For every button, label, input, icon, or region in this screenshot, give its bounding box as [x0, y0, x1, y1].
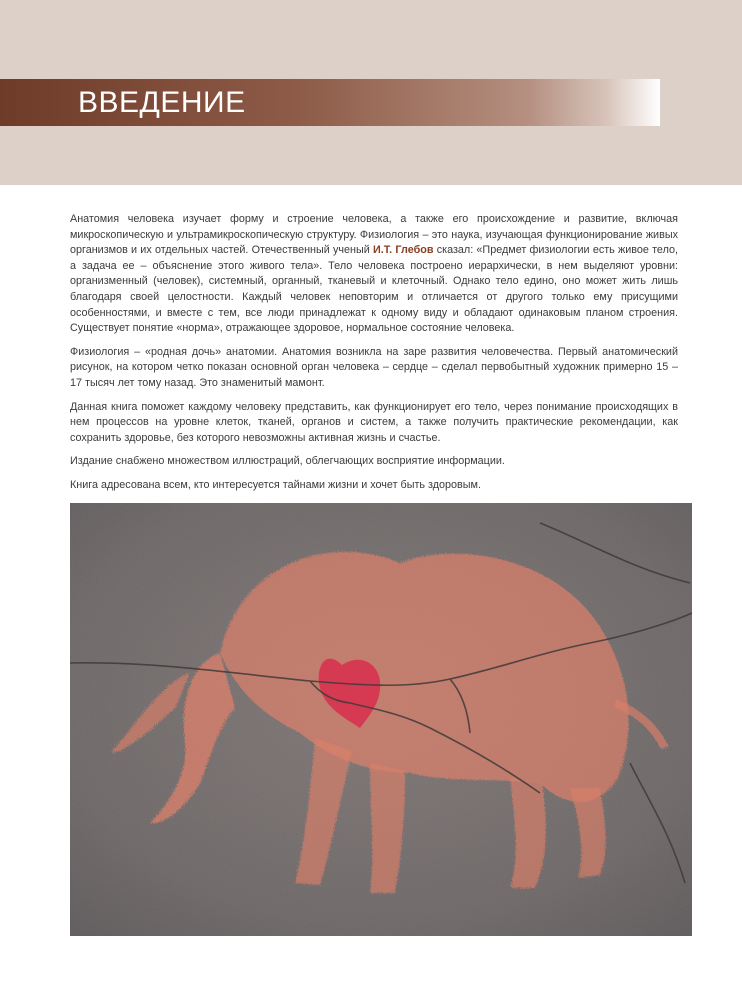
paragraph-4: Издание снабжено множеством иллюстраций, облегчающих восприятие информации.: [70, 455, 505, 468]
page-title: ВВЕДЕНИЕ: [78, 86, 246, 119]
body-text: [70, 212, 678, 502]
author-name: И.Т. Глебов: [373, 244, 434, 257]
paragraph-5: Книга адресована всем, кто интересуется тайнами жизни и хочет быть здоровым.: [70, 478, 481, 491]
paragraph-1: [70, 212, 678, 337]
paragraph-1-text-a: Анатомия человека изучает форму и строение человека, а также его происхождение и развитие, включая микроскопическую и ультрамикроскопическую структуру. Физиология – это наука, изучающая функционирование живых организмов и их отдельных частей. Отечественный ученый: [70, 213, 678, 257]
paragraph-2: Физиология – «родная дочь» анатомии. Анатомия возникла на заре развития человечества. Первый анатомический рисунок, на котором четко показан основной орган человека – сердце – сделал первобытный художник примерно 15 – 17 тысяч лет тому назад. Это знаменитый мамонт.: [70, 345, 678, 389]
paragraph-3: Данная книга поможет каждому человеку представить, как функционирует его тело, через понимание происходящих в нем процессов на уровне клеток, тканей, органов и систем, а также получить практические рекомендации, как сохранить здоровье, без которого невозможны активная жизнь и счастье.: [70, 400, 678, 444]
mammoth-cave-painting-photo: [70, 503, 692, 936]
paragraph-1-text-b: сказал: «Предмет физиологии есть живое тело, а задача ее – объяснение этого живого тела». Тело человека построено иерархически, в нем выделяют уровни: организменный (человек), системный, органный, тканевый и клеточный. Однако тело едино, оно может жить лишь благодаря своей целостности. Каждый человек неповторим и отличается от другого только ему присущими особенностями, и вместе с тем, все люди принадлежат к одному виду и обладают одинаковым планом строения. Существует понятие «норма», отражающее здоровое, нормальное состояние человека.: [70, 244, 679, 335]
